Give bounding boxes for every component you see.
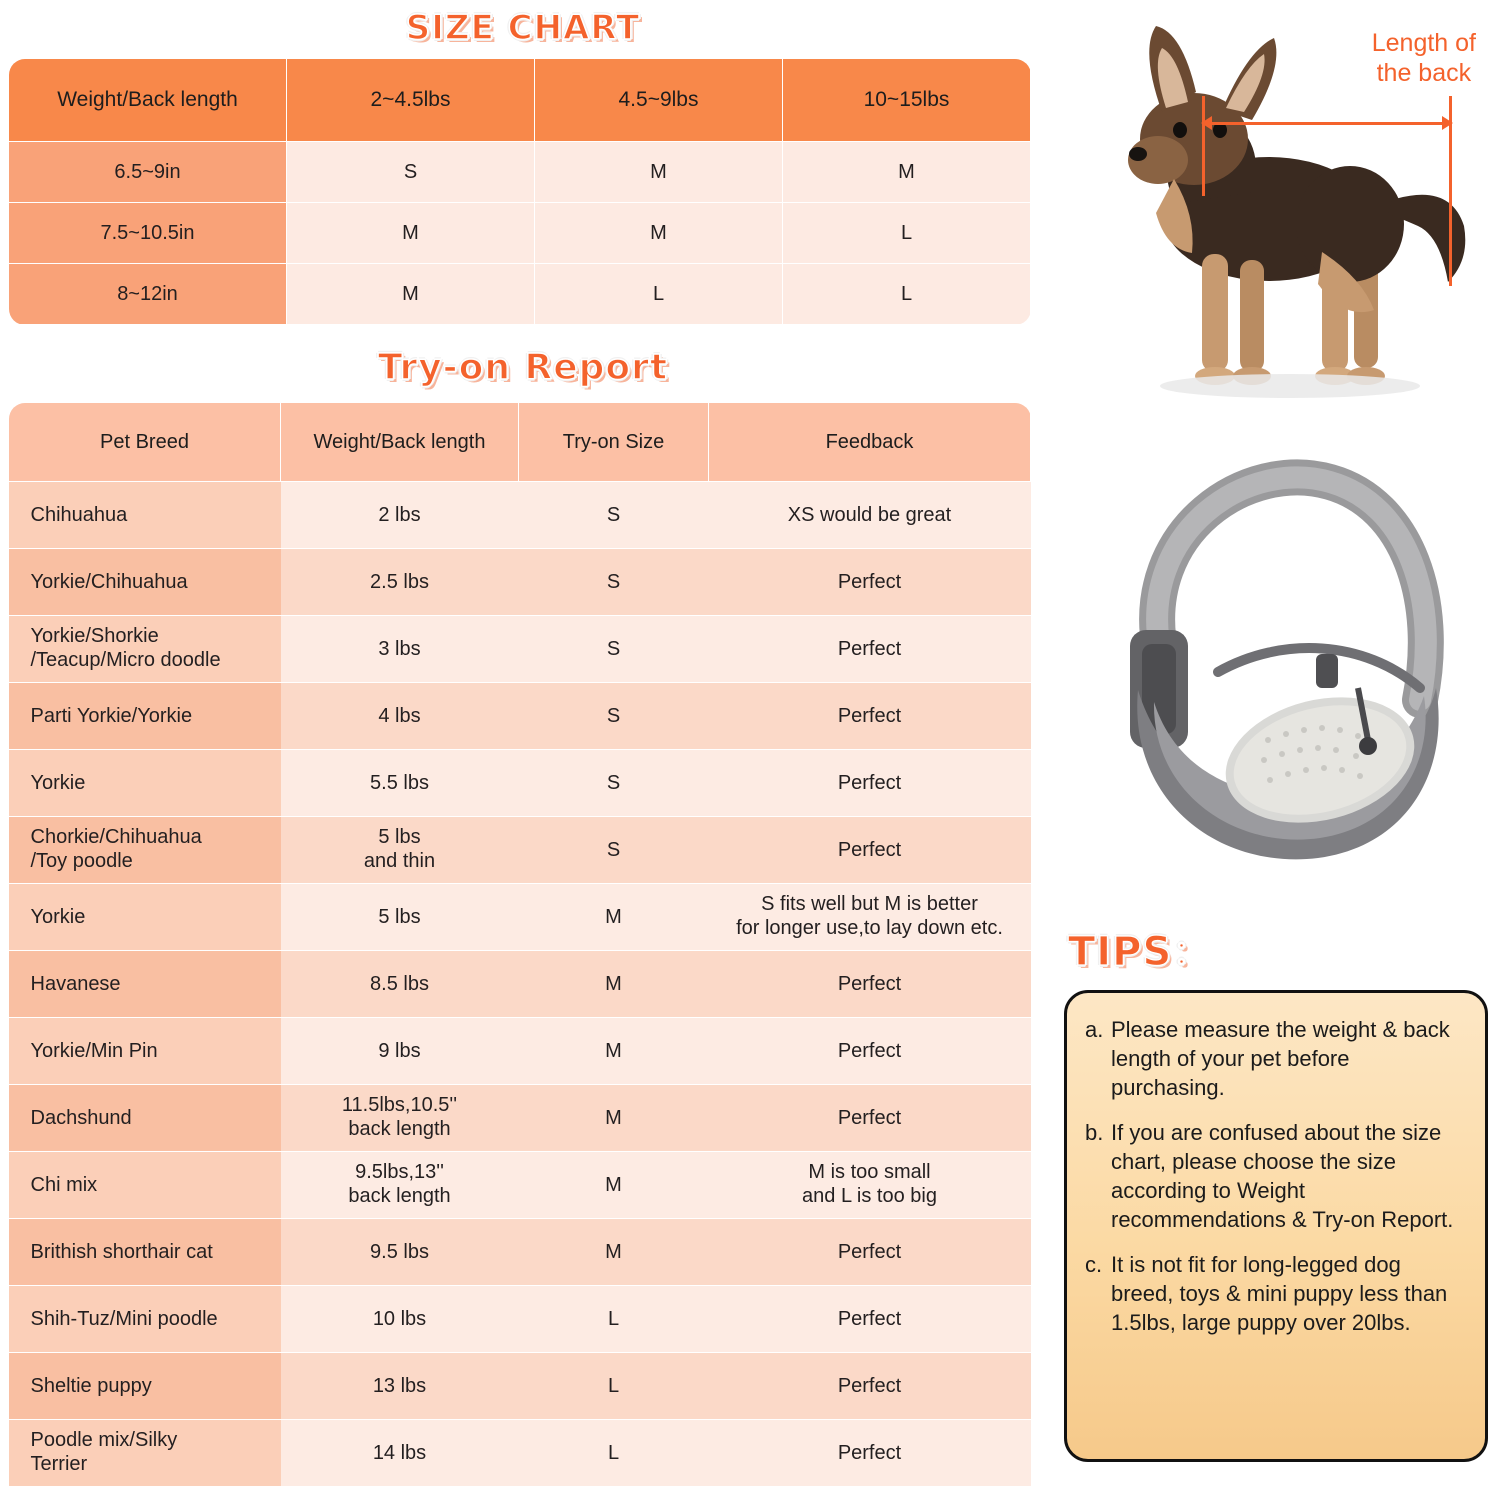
tryon-header-cell: Pet Breed	[9, 403, 281, 482]
tryon-size-cell: S	[519, 482, 709, 549]
tip-item	[1085, 1250, 1467, 1337]
tryon-header-row	[9, 403, 1031, 482]
tryon-size-cell: L	[519, 1286, 709, 1353]
table-row	[9, 884, 1031, 951]
tryon-breed-cell: Dachshund	[9, 1085, 281, 1152]
tryon-size-cell: S	[519, 683, 709, 750]
tip-item	[1085, 1015, 1467, 1102]
measure-tick-start	[1202, 96, 1205, 196]
tryon-weight-cell: 9 lbs	[281, 1018, 519, 1085]
table-row	[9, 1152, 1031, 1219]
tryon-breed-cell: Yorkie/Chihuahua	[9, 549, 281, 616]
tryon-size-cell: M	[519, 1085, 709, 1152]
size-chart-header-cell: 2~4.5lbs	[287, 59, 535, 142]
tryon-feedback-cell: Perfect	[709, 1420, 1031, 1487]
table-row	[9, 750, 1031, 817]
size-chart-cell: M	[535, 203, 783, 264]
tryon-breed-cell: Chorkie/Chihuahua /Toy poodle	[9, 817, 281, 884]
tryon-feedback-cell: Perfect	[709, 817, 1031, 884]
tryon-size-cell: M	[519, 1219, 709, 1286]
tryon-feedback-cell: XS would be great	[709, 482, 1031, 549]
measure-label-line2: the back	[1376, 59, 1472, 87]
tryon-weight-cell: 8.5 lbs	[281, 951, 519, 1018]
size-chart-cell: M	[535, 142, 783, 203]
tryon-breed-cell: Poodle mix/Silky Terrier	[9, 1420, 281, 1487]
size-chart-cell: L	[783, 264, 1031, 325]
size-chart-cell: 6.5~9in	[9, 142, 287, 203]
tryon-header-cell: Weight/Back length	[281, 403, 519, 482]
tryon-feedback-cell: Perfect	[709, 1018, 1031, 1085]
tryon-weight-cell: 9.5 lbs	[281, 1219, 519, 1286]
table-row	[9, 264, 1031, 325]
tryon-breed-cell: Yorkie	[9, 884, 281, 951]
tryon-weight-cell: 3 lbs	[281, 616, 519, 683]
size-chart-header-cell: Weight/Back length	[9, 59, 287, 142]
size-chart-header-cell: 4.5~9lbs	[535, 59, 783, 142]
size-chart-cell: L	[535, 264, 783, 325]
tryon-weight-cell: 9.5lbs,13'' back length	[281, 1152, 519, 1219]
measure-label-line1: Length of	[1371, 29, 1476, 57]
tryon-weight-cell: 2.5 lbs	[281, 549, 519, 616]
tryon-size-cell: M	[519, 1152, 709, 1219]
table-row	[9, 951, 1031, 1018]
table-row	[9, 683, 1031, 750]
size-chart-cell: M	[287, 203, 535, 264]
tryon-breed-cell: Chi mix	[9, 1152, 281, 1219]
table-row	[9, 1353, 1031, 1420]
tryon-feedback-cell: Perfect	[709, 1353, 1031, 1420]
tryon-size-cell: M	[519, 884, 709, 951]
tryon-breed-cell: Havanese	[9, 951, 281, 1018]
size-chart-cell: 7.5~10.5in	[9, 203, 287, 264]
table-row	[9, 142, 1031, 203]
tryon-feedback-cell: S fits well but M is better for longer use,to lay down etc.	[709, 884, 1031, 951]
tryon-breed-cell: Yorkie/Min Pin	[9, 1018, 281, 1085]
tip-text: Please measure the weight & back length of your pet before purchasing.	[1111, 1017, 1450, 1101]
size-chart-title: SIZE CHART	[405, 8, 641, 48]
tryon-weight-cell: 11.5lbs,10.5'' back length	[281, 1085, 519, 1152]
tryon-breed-cell: Parti Yorkie/Yorkie	[9, 683, 281, 750]
sling-carrier-illustration	[1068, 440, 1478, 870]
tryon-breed-cell: Chihuahua	[9, 482, 281, 549]
tryon-breed-cell: Brithish shorthair cat	[9, 1219, 281, 1286]
table-row	[9, 1286, 1031, 1353]
size-chart-cell: L	[783, 203, 1031, 264]
tryon-size-cell: M	[519, 951, 709, 1018]
left-column	[8, 0, 1038, 1486]
tryon-weight-cell: 14 lbs	[281, 1420, 519, 1487]
table-row	[9, 1018, 1031, 1085]
tryon-weight-cell: 5.5 lbs	[281, 750, 519, 817]
tip-letter: a.	[1085, 1017, 1104, 1042]
tryon-header-cell: Try-on Size	[519, 403, 709, 482]
tryon-breed-cell: Shih-Tuz/Mini poodle	[9, 1286, 281, 1353]
table-row	[9, 817, 1031, 884]
tip-letter: b.	[1085, 1120, 1104, 1146]
tryon-feedback-cell: Perfect	[709, 1085, 1031, 1152]
tryon-feedback-cell: Perfect	[709, 951, 1031, 1018]
tryon-feedback-cell: Perfect	[709, 1286, 1031, 1353]
tryon-header-cell: Feedback	[709, 403, 1031, 482]
tryon-feedback-cell: Perfect	[709, 683, 1031, 750]
table-row	[9, 549, 1031, 616]
table-row	[9, 616, 1031, 683]
tryon-size-cell: L	[519, 1353, 709, 1420]
tip-text: It is not fit for long-legged dog breed, toys & mini puppy less than 1.5lbs, large puppy over 20lbs.	[1111, 1252, 1448, 1336]
tryon-weight-cell: 13 lbs	[281, 1353, 519, 1420]
tryon-weight-cell: 2 lbs	[281, 482, 519, 549]
table-row	[9, 482, 1031, 549]
tryon-size-cell: S	[519, 817, 709, 884]
measure-label	[1372, 28, 1476, 88]
tryon-breed-cell: Yorkie	[9, 750, 281, 817]
size-chart-cell: M	[783, 142, 1031, 203]
size-chart-cell: S	[287, 142, 535, 203]
table-row	[9, 1085, 1031, 1152]
tryon-size-cell: S	[519, 750, 709, 817]
tryon-breed-cell: Sheltie puppy	[9, 1353, 281, 1420]
tryon-feedback-cell: M is too small and L is too big	[709, 1152, 1031, 1219]
chihuahua-photo	[1054, 4, 1494, 404]
tryon-size-cell: L	[519, 1420, 709, 1487]
table-row	[9, 203, 1031, 264]
measure-arrow-icon	[1202, 122, 1452, 125]
tryon-weight-cell: 5 lbs and thin	[281, 817, 519, 884]
table-row	[9, 1420, 1031, 1487]
tryon-size-cell: M	[519, 1018, 709, 1085]
tips-box	[1064, 990, 1488, 1462]
tryon-breed-cell: Yorkie/Shorkie /Teacup/Micro doodle	[9, 616, 281, 683]
size-chart-header-row	[9, 59, 1031, 142]
tip-text: If you are confused about the size chart, please choose the size according to Weight recommendations & Try-on Report.	[1111, 1120, 1454, 1233]
tryon-size-cell: S	[519, 549, 709, 616]
tryon-feedback-cell: Perfect	[709, 549, 1031, 616]
tryon-size-cell: S	[519, 616, 709, 683]
right-column	[1048, 0, 1500, 1486]
tips-title: TIPS：	[1068, 929, 1214, 975]
tryon-feedback-cell: Perfect	[709, 1219, 1031, 1286]
size-chart-header-cell: 10~15lbs	[783, 59, 1031, 142]
size-chart-cell: 8~12in	[9, 264, 287, 325]
tryon-report-table	[8, 402, 1031, 1487]
tryon-weight-cell: 5 lbs	[281, 884, 519, 951]
tryon-report-title: Try-on Report	[377, 347, 669, 388]
tryon-feedback-cell: Perfect	[709, 616, 1031, 683]
size-chart-cell: M	[287, 264, 535, 325]
tryon-feedback-cell: Perfect	[709, 750, 1031, 817]
tip-letter: c.	[1085, 1252, 1103, 1278]
size-chart-table	[8, 58, 1031, 325]
tryon-weight-cell: 4 lbs	[281, 683, 519, 750]
pet-sling-carrier-photo	[1068, 440, 1478, 870]
tip-item	[1085, 1118, 1467, 1234]
tryon-weight-cell: 10 lbs	[281, 1286, 519, 1353]
table-row	[9, 1219, 1031, 1286]
